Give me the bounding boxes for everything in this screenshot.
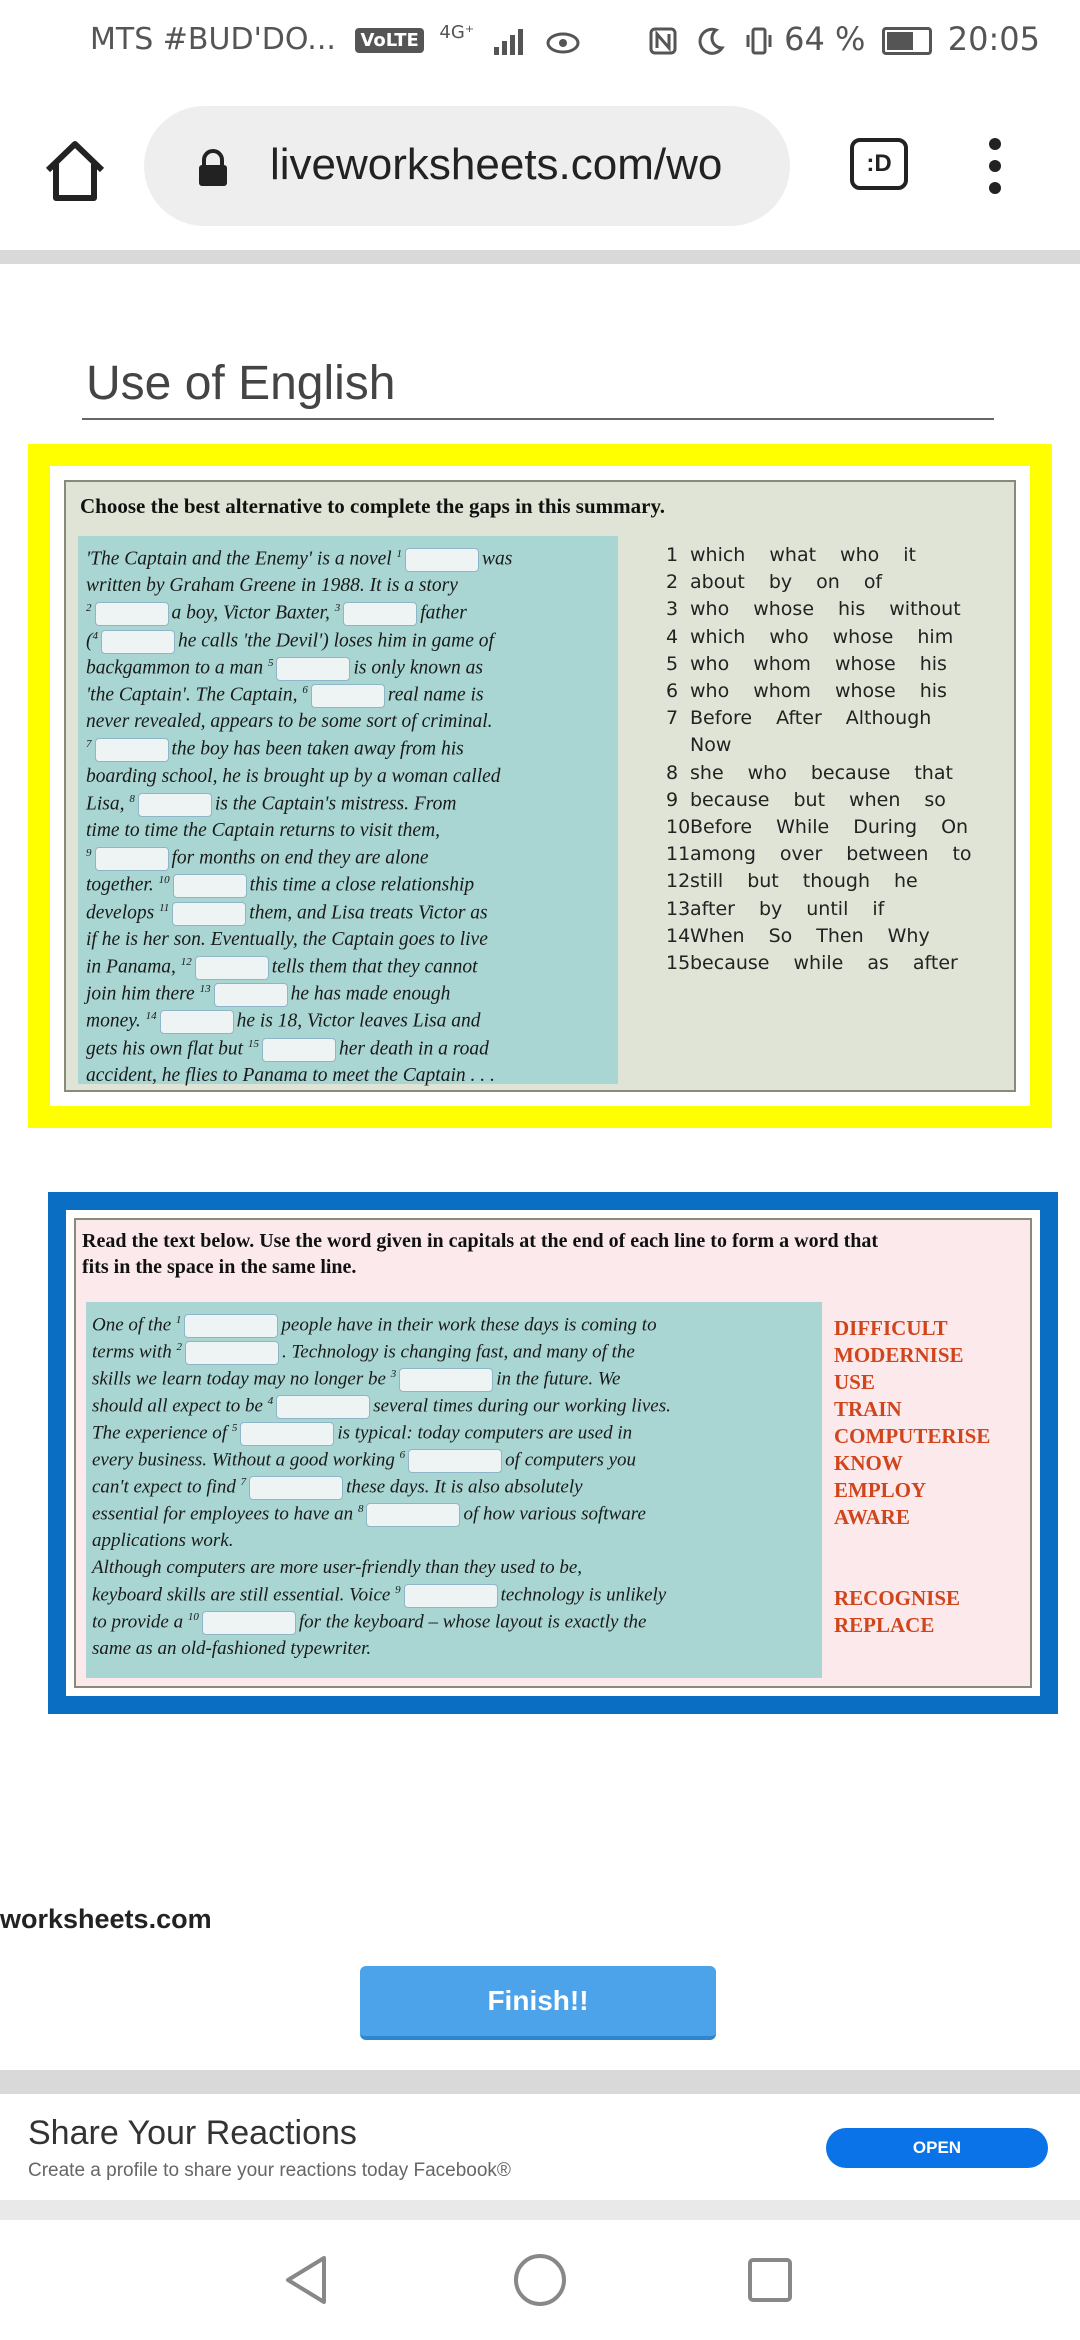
answer-gap-15[interactable] xyxy=(262,1038,336,1062)
gap-number: 12 xyxy=(180,956,192,968)
gap-number: 15 xyxy=(247,1037,259,1050)
text-line xyxy=(86,1065,495,1087)
home-circle-icon[interactable] xyxy=(512,2252,568,2308)
text-fragment: . Technology is changing fast, and many of the xyxy=(281,1341,635,1363)
text-line xyxy=(86,684,484,708)
option-number: 12 xyxy=(666,870,691,893)
option-choice: still xyxy=(690,870,724,893)
option-choice: During xyxy=(853,816,918,838)
answer-gap-6[interactable] xyxy=(311,684,385,708)
text-fragment: can't expect to find xyxy=(92,1476,241,1498)
text-fragment: in Panama, xyxy=(86,956,181,978)
text-line xyxy=(92,1476,583,1500)
gap-number: 4 xyxy=(92,629,98,642)
text-fragment: for the keyboard – whose layout is exactly the xyxy=(298,1611,647,1633)
text-line xyxy=(86,956,478,980)
option-choice: so xyxy=(924,788,946,811)
text-fragment: backgammon to a man xyxy=(86,657,268,679)
option-row xyxy=(666,653,971,675)
option-number: 13 xyxy=(666,897,691,920)
text-line xyxy=(92,1449,636,1473)
text-fragment: he calls 'the Devil') loses him in game of xyxy=(178,630,494,652)
text-fragment: join him there xyxy=(86,983,200,1005)
text-line xyxy=(86,711,493,733)
option-choice: if xyxy=(872,897,885,920)
keyword: MODERNISE xyxy=(834,1343,964,1367)
ad-subtitle: Create a profile to share your reactions today Facebook® xyxy=(28,2160,511,2181)
gap-number: 1 xyxy=(396,548,403,560)
option-row xyxy=(666,544,940,566)
text-line xyxy=(92,1395,671,1419)
option-row xyxy=(666,626,977,648)
option-choice: whose xyxy=(832,625,894,648)
option-row xyxy=(666,680,971,702)
option-choice: because xyxy=(810,761,891,784)
gap-number: 10 xyxy=(158,874,170,887)
text-fragment: boarding school, he is brought up by a woman called xyxy=(86,765,501,787)
option-choice: until xyxy=(806,897,849,920)
option-row xyxy=(666,707,955,729)
text-line xyxy=(86,630,494,654)
gap-number: 7 xyxy=(240,1476,247,1489)
text-fragment: her death in a road xyxy=(338,1038,489,1060)
answer-gap-5[interactable] xyxy=(276,657,350,681)
text-fragment: The experience of xyxy=(92,1422,232,1444)
text-fragment: Although computers are more user-friendly than they used to be, xyxy=(92,1557,583,1578)
keyword: TRAIN xyxy=(834,1397,902,1421)
text-fragment: every business. Without a good working xyxy=(92,1449,400,1471)
text-line xyxy=(92,1422,632,1446)
option-number: 11 xyxy=(666,843,691,866)
text-fragment: together. xyxy=(86,874,159,896)
gap-number: 5 xyxy=(231,1422,238,1435)
exercise-2-title: Read the text below. Use the word given in capitals at the end of each line to form a word that xyxy=(82,1230,879,1252)
option-choice: of xyxy=(863,571,883,594)
home-icon[interactable] xyxy=(40,136,110,206)
word-gap-9[interactable] xyxy=(404,1584,498,1608)
text-line xyxy=(86,1010,480,1034)
option-choice: When xyxy=(690,924,745,947)
option-number: 14 xyxy=(666,924,691,947)
text-fragment: people have in their work these days is coming to xyxy=(281,1314,657,1336)
option-number: 5 xyxy=(666,652,679,675)
ad-gap xyxy=(0,2200,1080,2220)
text-fragment: real name is xyxy=(387,684,484,706)
text-line xyxy=(86,847,429,871)
text-fragment: ( xyxy=(86,630,93,652)
option-choice: who xyxy=(690,598,730,621)
text-fragment: of computers you xyxy=(505,1449,637,1471)
gap-number: 13 xyxy=(199,983,211,996)
text-line xyxy=(92,1557,582,1579)
text-fragment: essential for employees to have an xyxy=(92,1503,358,1525)
option-choice: though xyxy=(802,870,871,893)
option-choice: because xyxy=(690,788,770,811)
text-line xyxy=(92,1638,371,1660)
option-choice: but xyxy=(793,788,826,811)
answer-gap-1[interactable] xyxy=(405,548,479,572)
option-choice: it xyxy=(903,544,916,566)
text-fragment: he has made enough xyxy=(290,983,451,1005)
gap-number: 3 xyxy=(390,1368,397,1381)
text-line xyxy=(86,657,483,681)
word-gap-8[interactable] xyxy=(366,1503,460,1527)
text-fragment: applications work. xyxy=(92,1530,234,1551)
word-gap-4[interactable] xyxy=(276,1395,370,1419)
answer-gap-11[interactable] xyxy=(172,902,246,926)
text-fragment: if he is her son. Eventually, the Captain goes to live xyxy=(86,928,488,950)
option-choice: among xyxy=(690,843,756,866)
option-choice: him xyxy=(917,625,954,648)
option-choice: over xyxy=(779,843,823,866)
text-fragment: these days. It is also absolutely xyxy=(346,1476,583,1498)
volte-badge: VoLTE xyxy=(355,28,423,53)
text-line xyxy=(86,983,450,1007)
text-fragment: same as an old-fashioned typewriter. xyxy=(92,1638,372,1659)
option-choice: While xyxy=(776,816,830,838)
signal-icon xyxy=(492,27,528,55)
text-line xyxy=(86,1038,489,1062)
site-watermark: worksheets.com xyxy=(0,1904,212,1934)
option-choice: that xyxy=(914,761,953,784)
option-choice: between xyxy=(846,843,929,866)
text-fragment: for months on end they are alone xyxy=(171,847,429,869)
option-choice: who xyxy=(690,680,730,702)
gap-number: 7 xyxy=(86,738,92,751)
option-choice: So xyxy=(768,924,793,947)
option-choice: what xyxy=(769,544,817,566)
option-choice: Now xyxy=(690,734,732,757)
option-choice: who xyxy=(690,652,730,675)
option-choice: he xyxy=(894,870,918,893)
answer-gap-4[interactable] xyxy=(101,630,175,654)
option-choice: without xyxy=(889,598,961,621)
gap-number: 9 xyxy=(86,847,92,860)
page-title: Use of English xyxy=(86,357,396,410)
url-text: liveworksheets.com/wo xyxy=(270,140,723,189)
keyword: COMPUTERISE xyxy=(834,1424,991,1448)
text-fragment: time to time the Captain returns to visit them, xyxy=(86,820,441,841)
carrier-name: MTS #BUD'DO... xyxy=(90,22,336,57)
option-choice: On xyxy=(941,816,969,838)
text-fragment: of how various software xyxy=(463,1503,646,1525)
text-fragment: 'the Captain'. The Captain, xyxy=(86,684,303,706)
text-line xyxy=(92,1611,646,1635)
answer-gap-14[interactable] xyxy=(160,1010,234,1034)
option-number: 15 xyxy=(666,952,691,974)
option-number: 3 xyxy=(666,598,679,621)
text-line xyxy=(92,1503,646,1527)
text-fragment: Lisa, xyxy=(86,793,130,815)
exercise-2-frame xyxy=(66,1210,1040,1696)
network-type: 4G⁺ xyxy=(439,22,475,43)
text-line xyxy=(92,1530,233,1552)
option-choice: when xyxy=(849,788,901,811)
option-choice: after xyxy=(912,952,958,974)
text-fragment: them, and Lisa treats Victor as xyxy=(249,902,488,924)
battery-icon xyxy=(882,27,932,55)
text-line xyxy=(92,1368,620,1392)
option-choice: but xyxy=(747,870,779,893)
text-line xyxy=(92,1584,666,1608)
option-choice: whose xyxy=(834,652,896,675)
tabs-button[interactable]: :D xyxy=(850,138,908,190)
ad-banner[interactable] xyxy=(0,2094,1080,2200)
option-choice: which xyxy=(690,625,746,648)
answer-gap-10[interactable] xyxy=(173,874,247,898)
option-choice: Although xyxy=(845,707,932,730)
more-vert-icon[interactable] xyxy=(980,136,1010,196)
keyword: REPLACE xyxy=(834,1613,935,1637)
exercise-1-title: Choose the best alternative to complete the gaps in this summary. xyxy=(80,494,666,518)
exercise-2-page xyxy=(74,1218,1032,1688)
ad-title: Share Your Reactions xyxy=(28,2114,357,2152)
option-row xyxy=(666,898,908,920)
option-row xyxy=(666,734,755,756)
text-fragment: tells them that they cannot xyxy=(271,956,478,978)
option-choice: After xyxy=(776,707,822,730)
option-choice: by xyxy=(758,897,783,920)
text-fragment: 'The Captain and the Enemy' is a novel xyxy=(86,548,397,570)
keyword: DIFFICULT xyxy=(834,1316,948,1340)
text-fragment: technology is unlikely xyxy=(500,1584,667,1606)
browser-toolbar xyxy=(0,84,1080,244)
word-gap-1[interactable] xyxy=(184,1314,278,1338)
option-choice: while xyxy=(793,952,844,974)
option-number: 8 xyxy=(666,761,679,784)
gap-number: 9 xyxy=(395,1584,401,1597)
word-gap-7[interactable] xyxy=(249,1476,343,1500)
answer-gap-8[interactable] xyxy=(138,793,212,817)
text-line xyxy=(92,1314,657,1338)
answer-gap-12[interactable] xyxy=(195,956,269,980)
back-triangle-icon[interactable] xyxy=(282,2254,332,2306)
text-fragment: should all expect to be xyxy=(92,1395,268,1417)
text-fragment: was xyxy=(482,548,513,570)
option-row xyxy=(666,816,992,838)
text-fragment: this time a close relationship xyxy=(249,874,475,896)
text-fragment: terms with xyxy=(92,1341,177,1363)
gap-number: 2 xyxy=(176,1341,182,1354)
battery-percent: 64 % xyxy=(784,20,866,58)
system-nav-bar xyxy=(0,2220,1080,2340)
keyword: AWARE xyxy=(834,1505,910,1529)
text-fragment: father xyxy=(420,602,467,624)
option-number: 4 xyxy=(666,625,679,648)
option-row xyxy=(666,598,985,620)
text-fragment: money. xyxy=(86,1010,146,1032)
answer-gap-2[interactable] xyxy=(95,602,169,626)
word-gap-3[interactable] xyxy=(399,1368,493,1392)
text-line xyxy=(86,874,474,898)
text-fragment: is typical: today computers are used in xyxy=(337,1422,633,1444)
gap-number: 6 xyxy=(399,1449,406,1462)
eye-icon xyxy=(545,27,581,55)
text-fragment: a boy, Victor Baxter, xyxy=(171,602,335,624)
option-choice: which xyxy=(690,544,746,566)
option-choice: whom xyxy=(753,680,811,702)
option-choice: who xyxy=(840,544,880,566)
option-choice: after xyxy=(690,897,735,920)
gap-number: 8 xyxy=(129,792,135,805)
exercise-1-panel xyxy=(28,444,1052,1128)
text-fragment: he is 18, Victor leaves Lisa and xyxy=(236,1010,481,1032)
text-fragment: written by Graham Greene in 1988. It is a story xyxy=(86,575,458,597)
option-choice: about xyxy=(690,571,745,594)
text-fragment: accident, he flies to Panama to meet the Captain . . . xyxy=(86,1064,495,1086)
vibrate-icon xyxy=(744,26,774,56)
status-bar xyxy=(0,0,1080,84)
gap-number: 2 xyxy=(86,602,92,615)
lock-icon xyxy=(196,148,230,188)
option-row xyxy=(666,952,982,974)
gap-number: 1 xyxy=(175,1314,182,1327)
text-fragment: skills we learn today may no longer be xyxy=(92,1368,391,1390)
text-fragment: is only known as xyxy=(353,657,483,679)
option-number: 7 xyxy=(666,707,679,730)
option-row xyxy=(666,843,996,865)
text-fragment: never revealed, appears to be some sort of criminal. xyxy=(86,711,493,733)
option-choice: whose xyxy=(753,598,815,621)
gap-number: 4 xyxy=(267,1395,274,1408)
text-fragment: to provide a xyxy=(92,1611,188,1633)
exercise-2-title-cont: fits in the space in the same line. xyxy=(82,1256,357,1278)
option-row xyxy=(666,870,942,892)
text-fragment: One of the xyxy=(92,1314,176,1336)
gap-number: 10 xyxy=(187,1611,199,1624)
exercise-1-frame xyxy=(50,466,1030,1106)
gap-number: 6 xyxy=(302,684,308,696)
word-gap-5[interactable] xyxy=(240,1422,334,1446)
text-line xyxy=(86,602,467,626)
toolbar-divider xyxy=(0,250,1080,264)
text-fragment: is the Captain's mistress. From xyxy=(214,793,457,815)
answer-gap-9[interactable] xyxy=(95,847,169,871)
option-choice: because xyxy=(690,952,770,974)
option-row xyxy=(666,571,906,593)
gap-number: 11 xyxy=(159,901,170,914)
text-line xyxy=(86,766,501,788)
url-bar[interactable] xyxy=(144,106,790,226)
text-fragment: develops xyxy=(86,902,160,924)
option-choice: whose xyxy=(834,680,896,702)
option-choice: Why xyxy=(887,924,930,947)
clock: 20:05 xyxy=(947,20,1040,58)
status-left xyxy=(90,22,581,57)
answer-gap-13[interactable] xyxy=(214,983,288,1007)
text-line xyxy=(86,738,464,762)
text-line xyxy=(86,793,456,817)
gap-number: 14 xyxy=(145,1010,157,1023)
option-number: 2 xyxy=(666,571,679,594)
status-right xyxy=(640,20,1040,58)
text-line xyxy=(86,575,458,597)
finish-button[interactable]: Finish!! xyxy=(360,1966,716,2040)
exercise-1-page xyxy=(64,480,1016,1092)
gap-number: 5 xyxy=(267,656,274,669)
keyword: RECOGNISE xyxy=(834,1586,961,1610)
option-choice: Before xyxy=(690,707,753,730)
answer-gap-7[interactable] xyxy=(95,738,169,762)
option-choice: on xyxy=(816,571,840,594)
text-fragment: the boy has been taken away from his xyxy=(171,738,464,760)
text-line xyxy=(86,548,512,572)
option-choice: who xyxy=(769,625,809,648)
text-line xyxy=(86,820,440,842)
option-row xyxy=(666,925,954,947)
option-choice: Before xyxy=(690,816,753,838)
gap-number: 3 xyxy=(334,602,341,615)
content-divider xyxy=(0,2070,1080,2094)
text-line xyxy=(92,1341,635,1365)
option-number: 6 xyxy=(666,680,679,702)
option-number: 1 xyxy=(666,544,679,566)
heading-underline xyxy=(82,418,994,420)
option-row xyxy=(666,762,977,784)
ad-open-button[interactable]: OPEN xyxy=(826,2128,1048,2168)
option-choice: his xyxy=(838,598,866,621)
text-fragment: keyboard skills are still essential. Voice xyxy=(92,1584,396,1606)
option-number: 10 xyxy=(666,816,691,838)
text-line xyxy=(86,902,488,926)
moon-icon xyxy=(696,26,726,56)
option-choice: Then xyxy=(816,924,864,947)
option-number: 9 xyxy=(666,788,679,811)
text-fragment: gets his own flat but xyxy=(86,1038,248,1060)
answer-gap-3[interactable] xyxy=(343,602,417,626)
gap-number: 8 xyxy=(357,1503,364,1516)
word-gap-2[interactable] xyxy=(185,1341,279,1365)
keyword: KNOW xyxy=(834,1451,903,1475)
text-line xyxy=(86,929,488,951)
word-gap-10[interactable] xyxy=(202,1611,296,1635)
word-gap-6[interactable] xyxy=(408,1449,502,1473)
option-choice: to xyxy=(952,843,972,866)
keyword: EMPLOY xyxy=(834,1478,927,1502)
option-choice: who xyxy=(747,761,787,784)
option-row xyxy=(666,789,970,811)
recent-square-icon[interactable] xyxy=(746,2256,794,2304)
text-fragment: in the future. We xyxy=(496,1368,621,1390)
option-choice: his xyxy=(919,652,947,675)
option-choice: whom xyxy=(753,652,811,675)
nfc-icon xyxy=(648,26,678,56)
exercise-2-panel xyxy=(48,1192,1058,1714)
keyword: USE xyxy=(834,1370,875,1394)
option-choice: his xyxy=(919,680,947,702)
option-choice: she xyxy=(690,761,724,784)
text-fragment: several times during our working lives. xyxy=(373,1395,671,1417)
option-choice: as xyxy=(867,952,889,974)
option-choice: by xyxy=(768,571,793,594)
